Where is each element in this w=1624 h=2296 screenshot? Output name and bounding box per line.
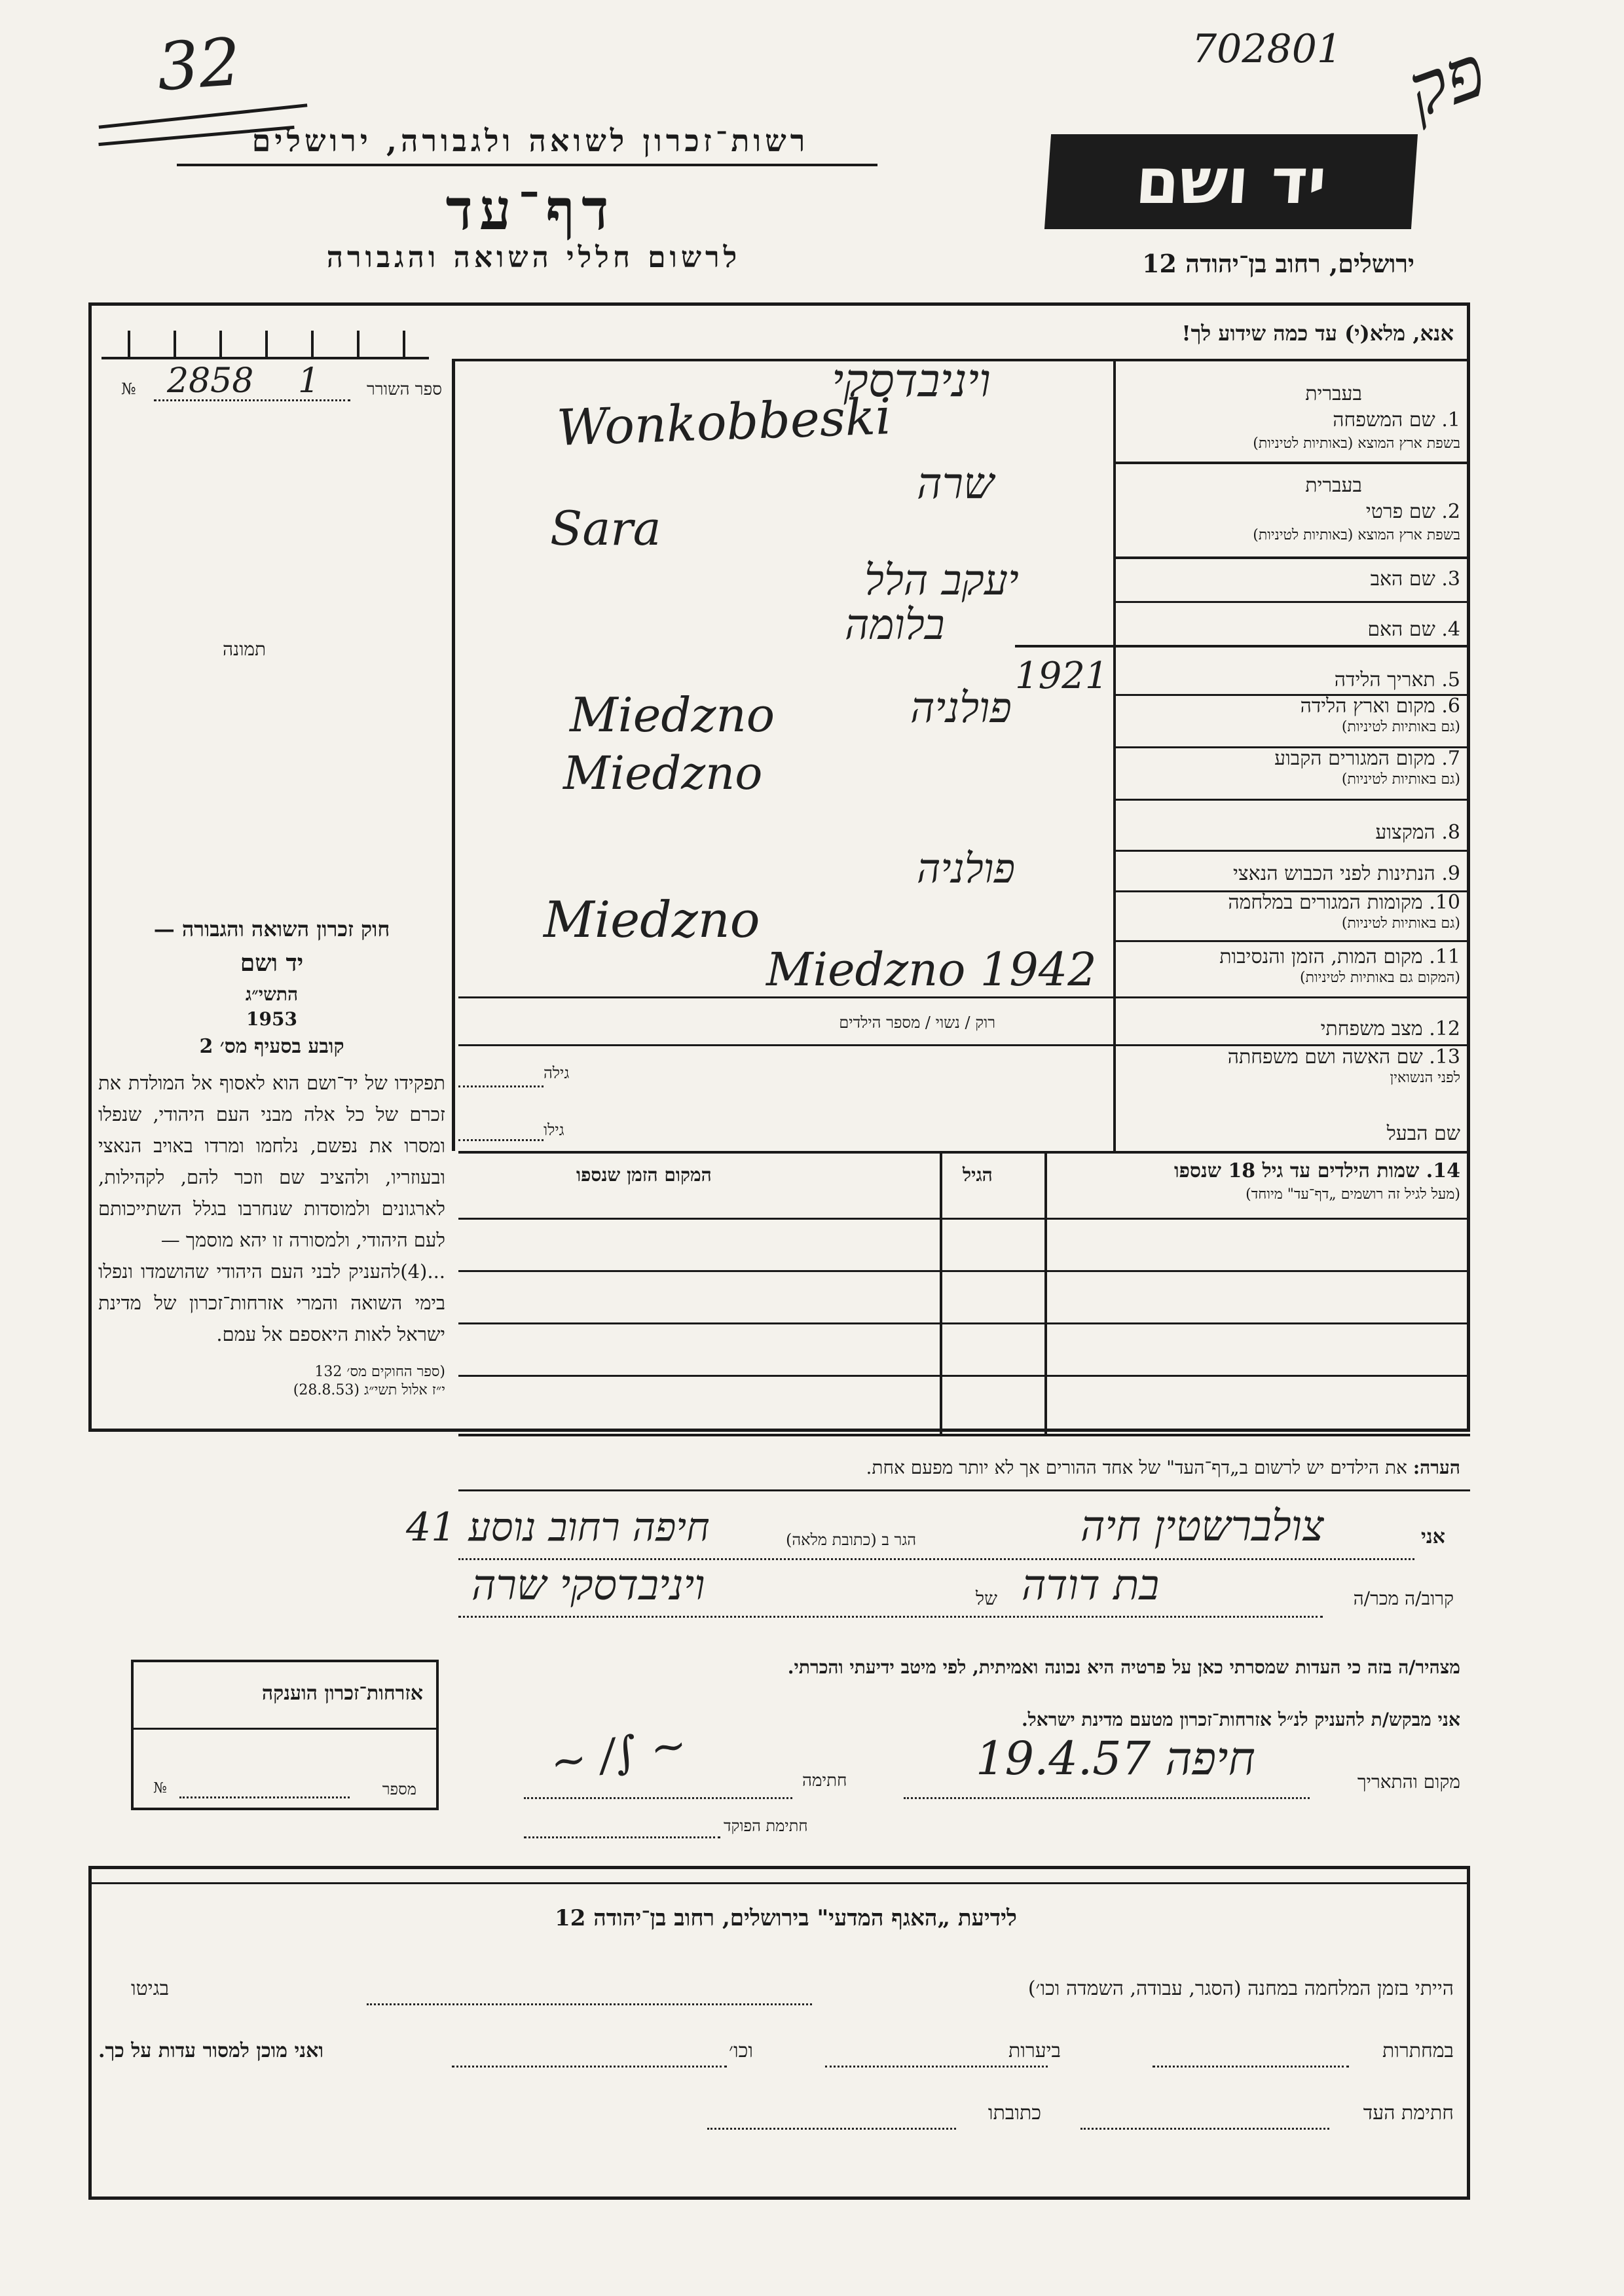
- children-row-3: [458, 1375, 1470, 1377]
- relation-shel: של: [976, 1588, 997, 1609]
- registration-number: 2858: [167, 361, 254, 401]
- family-name-hebrew: ויניבדסקי: [832, 354, 991, 407]
- wartime-residence-latin: Miedzno: [544, 890, 760, 949]
- note-top-line: [458, 1434, 1470, 1436]
- field-1: בעברית 1. שם המשפחה בשפת ארץ המוצא (באותיות לטיניות): [1253, 382, 1460, 452]
- row-line-4: [1015, 645, 1470, 647]
- field-5: 5. תאריך הלידה: [1334, 668, 1460, 691]
- footer-dash-4: [452, 2066, 727, 2068]
- field-8: 8. המקצוע: [1375, 821, 1460, 844]
- note: הערה: את הילדים יש לרשום ב„דף־העד" של אחד ההורים אך לא יותר מפעם אחת.: [866, 1457, 1460, 1478]
- children-age-header: הגיל: [963, 1164, 993, 1186]
- family-name-latin: Wonkobbeski: [555, 387, 893, 457]
- declarant-address: חיפה רחוב נוסע 41: [406, 1504, 710, 1550]
- form-subtitle: לרשום חללי השואה והגבורה: [326, 241, 741, 274]
- footer-dash-2: [1153, 2066, 1349, 2068]
- field-13: 13. שם האשה ושם משפחתה לפני הנשואין: [1227, 1046, 1460, 1086]
- form-title: דף־עד: [445, 177, 616, 243]
- field-6: 6. מקום וארץ הלידה (גם באותיות לטיניות): [1300, 695, 1460, 735]
- file-number: 32: [155, 23, 244, 106]
- registration-number-2: 1: [298, 361, 320, 401]
- address: ירושלים, רחוב בן־יהודה 12: [1142, 249, 1414, 278]
- yad-vashem-logo: יד ושם: [1044, 134, 1418, 229]
- husband-age-line: [458, 1139, 544, 1141]
- divider-sidebar: [452, 359, 455, 1151]
- row-line-7: [1113, 799, 1470, 801]
- footer-dash-1: [367, 2003, 812, 2005]
- row-line-11: [458, 996, 1470, 998]
- signature-label: חתימה: [802, 1771, 847, 1791]
- registration-label: ספר השורר: [366, 380, 442, 399]
- wife-age-line: [458, 1085, 544, 1087]
- signature-mark: ~ ∕∫ ~: [547, 1719, 690, 1789]
- relation-label: קרוב/ה מכר/ה: [1353, 1588, 1454, 1609]
- children-row-1: [458, 1270, 1470, 1272]
- field-7: 7. מקום המגורים הקבוע (גם באותיות לטיניות): [1274, 747, 1460, 788]
- declaration-ani: אני: [1421, 1525, 1445, 1548]
- citizenship: פולניה: [917, 845, 1016, 892]
- intro-text: אנא, מלא(י) עד כמה שידוע לך!: [1181, 321, 1454, 346]
- marital-options: רוק / נשוי / מספר הילדים: [839, 1013, 995, 1032]
- footer-dash-5: [1080, 2128, 1329, 2130]
- children-header: 14. שמות הילדים עד גיל 18 שנספו (מעל לגיל זה רושמים „דף־עד" מיוחד): [1173, 1159, 1460, 1203]
- divider-labels: [1113, 359, 1116, 1151]
- law-sidebar: חוק זכרון השואה והגבורה — יד ושם התשי״ג 1953 קובע בסעיף מס׳ 2 תפקידו של יד־ושם הוא לאסוף אל המולדת את זכרם של כל אלה מבני העם היהודי, שנפלו ומסרו את נפשם, נלחמו ומרדו באויב הנאצי ובעוזריו, ולהציב שם וזכר להם, לקהילות, לארגונים ולמוסדות שנחרבו בגלל השתייכותם לעם היהודי, ולמסורה זו יהא מוסמך — ...(4)להעניק לבני העם היהודי שהושמדו ונפלו בימי השואה והמרי אזרחות־זכרון של מדינת ישראל לאות היאספם אל עמם. (ספר החוקים מס׳ 132 י״ז אלול תשי״ג (28.8.53): [98, 917, 445, 1398]
- birth-place-latin: Miedzno: [570, 687, 775, 742]
- registration-suffix: №: [121, 380, 136, 398]
- footer-dash-6: [707, 2128, 956, 2130]
- field-2: בעברית 2. שם פרטי בשפת ארץ המוצא (באותיות לטיניות): [1253, 474, 1460, 543]
- children-place-header: המקום הזמן שנספו: [576, 1164, 712, 1186]
- first-name-hebrew: שרה: [917, 458, 994, 509]
- authority-underline: [177, 164, 877, 166]
- citizenship-box: אזרחות־זכרון הוענקה מספר №: [131, 1660, 439, 1810]
- first-name-latin: Sara: [550, 501, 661, 556]
- field-12: 12. מצב משפחתי: [1320, 1017, 1460, 1040]
- place-date-line: [904, 1797, 1310, 1799]
- birth-country: פולניה: [910, 684, 1012, 733]
- row-line-1: [1113, 462, 1470, 464]
- relation-of: ויניבדסקי שרה: [471, 1561, 705, 1610]
- authority-name: רשות־זכרון לשואה ולגבורה, ירושלים: [251, 123, 809, 158]
- residence-latin: Miedzno: [563, 746, 763, 800]
- declaration-request: אני מבקש/ת להעניק לנ״ל אזרחות־זכרון מטעם מדינת ישראל.: [1021, 1709, 1460, 1730]
- husband-age-label: גילו: [544, 1121, 564, 1139]
- archive-number: 702801: [1192, 26, 1342, 72]
- official-label: חתימת הפוקד: [724, 1817, 808, 1835]
- declarant-name: צולברשטין חיה: [1080, 1503, 1324, 1551]
- field-3: 3. שם האב: [1370, 568, 1460, 591]
- corner-mark: פק: [1395, 28, 1496, 134]
- row-line-2: [1113, 556, 1470, 559]
- field-11: 11. מקום המות, הזמן והנסיבות (המקום גם באותיות לטיניות): [1219, 945, 1460, 986]
- relation-value: בת דודה: [1022, 1561, 1160, 1610]
- row-line-10: [1113, 940, 1470, 942]
- place-date-label: מקום והתאריך: [1357, 1771, 1460, 1793]
- children-row-0: [458, 1218, 1470, 1220]
- footer-title: לידיעת „האגף המדעי" בירושלים, רחוב בן־יהודה 12: [555, 1905, 1017, 1931]
- field-4: 4. שם האם: [1367, 618, 1460, 641]
- footer-inner-line: [88, 1882, 1470, 1884]
- row-line-3: [1113, 601, 1470, 603]
- signature-line: [524, 1797, 792, 1799]
- field-husband: שם הבעל: [1386, 1122, 1460, 1145]
- official-line: [524, 1836, 720, 1838]
- footer-dash-3: [825, 2066, 1048, 2068]
- field-9: 9. הנתינות לפני הכבוש הנאצי: [1233, 862, 1460, 885]
- row-line-13: [458, 1151, 1470, 1154]
- registration-row: [101, 361, 442, 406]
- relation-line: [458, 1616, 1323, 1618]
- children-row-2: [458, 1322, 1470, 1324]
- wife-age-label: גילה: [544, 1064, 570, 1082]
- mother-name: בלומה: [845, 601, 945, 649]
- death-place-latin: Miedzno 1942: [766, 943, 1097, 996]
- field-10: 10. מקומות המגורים במלחמה (גם באותיות לטיניות): [1228, 891, 1460, 932]
- row-line-8: [1113, 850, 1470, 852]
- declarant-line: [458, 1558, 1414, 1560]
- note-bottom-line: [458, 1489, 1470, 1491]
- tick-marks: [101, 331, 429, 359]
- address-label: הגר ב (כתובת מלאה): [786, 1531, 917, 1549]
- place-date-value: חיפה 19.4.57: [976, 1732, 1255, 1785]
- birth-date: 1921: [1015, 655, 1109, 697]
- declaration-statement: מצהיר/ה בזה כי העדות שמסרתי כאן על פרטיה היא נכונה ואמיתית, לפי מיטב ידיעתי והכרתי.: [787, 1656, 1460, 1678]
- photo-label: תמונה: [223, 638, 267, 660]
- children-col-2: [940, 1152, 942, 1434]
- father-name: יעקב הלל: [864, 556, 1019, 605]
- children-col-1: [1044, 1152, 1047, 1434]
